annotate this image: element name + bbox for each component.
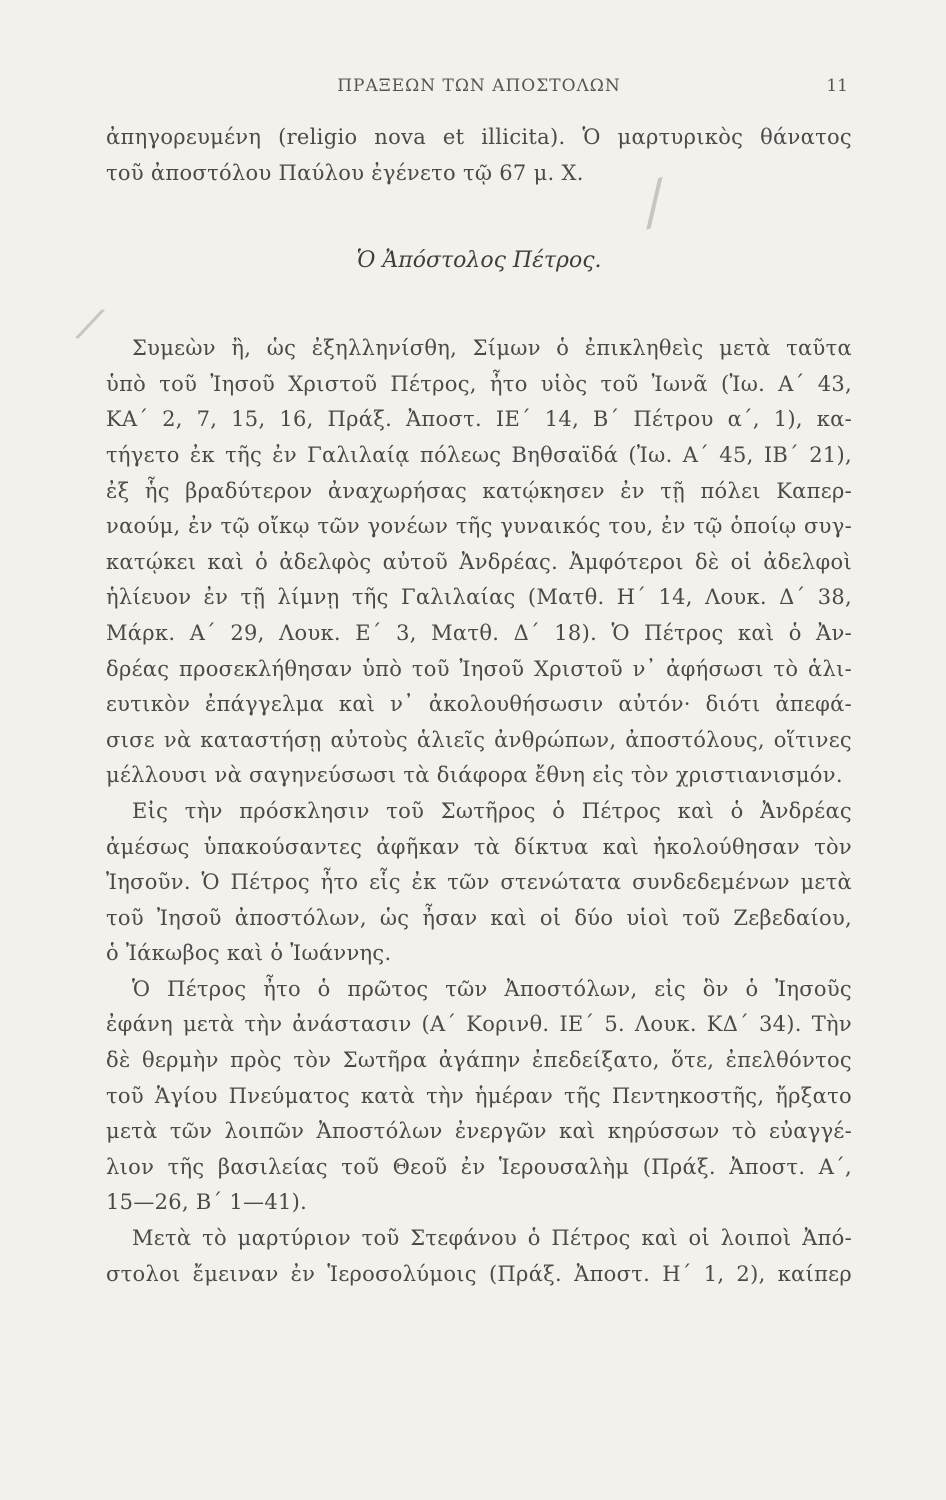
intro-paragraph bbox=[106, 120, 852, 191]
paragraph-1 bbox=[106, 331, 852, 794]
paragraph-4 bbox=[106, 1221, 852, 1292]
text-line: τήγετο ἐκ τῆς ἐν Γαλιλαίᾳ πόλεως Βηθσαϊδά (Ἰω. Α΄ 45, ΙΒ΄ 21), bbox=[106, 442, 852, 467]
page-number: 11 bbox=[826, 76, 848, 96]
pencil-margin-mark: ⁄ bbox=[80, 299, 99, 352]
text-line: τοῦ Ἰησοῦ ἀποστόλων, ὡς ἦσαν καὶ οἱ δύο υἱοὶ τοῦ Ζεβεδαίου, bbox=[106, 905, 852, 930]
text-line: Ἰησοῦν. Ὁ Πέτρος ἦτο εἷς ἐκ τῶν στενώτατα συνδεδεμένων μετὰ bbox=[106, 870, 852, 895]
text-line: δρέας προσεκλήθησαν ὑπὸ τοῦ Ἰησοῦ Χριστοῦ ν᾽ ἀφήσωσι τὸ ἁλι- bbox=[106, 656, 852, 681]
pencil-annotation-mark: ⁄ bbox=[639, 170, 671, 240]
text-line: Μάρκ. Α΄ 29, Λουκ. Ε΄ 3, Ματθ. Δ΄ 18). Ὁ Πέτρος καὶ ὁ Ἀν- bbox=[106, 620, 852, 645]
text-line: Συμεὼν ἢ, ὡς ἐξηλληνίσθη, Σίμων ὁ ἐπικληθεὶς μετὰ ταῦτα bbox=[132, 336, 852, 361]
text-line: λιον τῆς βασιλείας τοῦ Θεοῦ ἐν Ἱερουσαλὴμ (Πράξ. Ἀποστ. Α΄, bbox=[106, 1154, 852, 1179]
text-line: μέλλουσι νὰ σαγηνεύσωσι τὰ διάφορα ἔθνη εἰς τὸν χριστιανισμόν. bbox=[106, 763, 843, 788]
text-line: τοῦ ἀποστόλου Παύλου ἐγένετο τῷ 67 μ. Χ. bbox=[106, 160, 584, 185]
section-title: Ὁ Ἀπόστολος Πέτρος. bbox=[356, 248, 602, 274]
body-text bbox=[106, 120, 852, 1292]
text-line: μετὰ τῶν λοιπῶν Ἀποστόλων ἐνεργῶν καὶ κηρύσσων τὸ εὐαγγέ- bbox=[106, 1119, 852, 1144]
text-line: Ὁ Πέτρος ἦτο ὁ πρῶτος τῶν Ἀποστόλων, εἰς ὃν ὁ Ἰησοῦς bbox=[132, 976, 852, 1001]
text-line: Μετὰ τὸ μαρτύριον τοῦ Στεφάνου ὁ Πέτρος καὶ οἱ λοιποὶ Ἀπό- bbox=[132, 1226, 852, 1251]
text-line: στολοι ἔμειναν ἐν Ἱεροσολύμοις (Πράξ. Ἀποστ. Η΄ 1, 2), καίπερ bbox=[106, 1261, 852, 1286]
text-line: κατῴκει καὶ ὁ ἀδελφὸς αὐτοῦ Ἀνδρέας. Ἀμφότεροι δὲ οἱ ἀδελφοὶ bbox=[106, 549, 852, 574]
paragraph-2 bbox=[106, 794, 852, 972]
text-line: 15—26, Β΄ 1—41). bbox=[106, 1190, 308, 1215]
paragraph-3 bbox=[106, 972, 852, 1221]
text-line: ἀπηγορευμένη (religio nova et illicita). Ὁ μαρτυρικὸς θάνατος bbox=[106, 125, 852, 149]
text-line: ἀμέσως ὑπακούσαντες ἀφῆκαν τὰ δίκτυα καὶ ἠκολούθησαν τὸν bbox=[106, 834, 852, 859]
text-line: ΚΑ΄ 2, 7, 15, 16, Πράξ. Ἀποστ. ΙΕ΄ 14, Β΄ Πέτρου α΄, 1), κα- bbox=[106, 407, 852, 432]
running-head bbox=[106, 76, 852, 106]
text-line: Εἰς τὴν πρόσκλησιν τοῦ Σωτῆρος ὁ Πέτρος καὶ ὁ Ἀνδρέας bbox=[132, 798, 852, 823]
text-line: δὲ θερμὴν πρὸς τὸν Σωτῆρα ἀγάπην ἐπεδείξατο, ὅτε, ἐπελθόντος bbox=[106, 1048, 852, 1073]
text-line: τοῦ Ἁγίου Πνεύματος κατὰ τὴν ἡμέραν τῆς Πεντηκοστῆς, ἤρξατο bbox=[106, 1083, 852, 1108]
running-title: ΠΡΑΞΕΩΝ ΤΩΝ ΑΠΟΣΤΟΛΩΝ bbox=[337, 76, 621, 96]
text-line: ἐξ ἧς βραδύτερον ἀναχωρήσας κατῴκησεν ἐν τῇ πόλει Καπερ- bbox=[106, 478, 852, 503]
text-line: ὑπὸ τοῦ Ἰησοῦ Χριστοῦ Πέτρος, ἦτο υἱὸς τοῦ Ἰωνᾶ (Ἰω. Α΄ 43, bbox=[106, 371, 852, 396]
text-line: ἐφάνη μετὰ τὴν ἀνάστασιν (Α΄ Κορινθ. ΙΕ΄ 5. Λουκ. ΚΔ΄ 34). Τὴν bbox=[106, 1012, 852, 1037]
text-line: σισε νὰ καταστήσῃ αὐτοὺς ἁλιεῖς ἀνθρώπων, ἀποστόλους, οἵτινες bbox=[106, 727, 852, 752]
text-line: ευτικὸν ἐπάγγελμα καὶ ν᾽ ἀκολουθήσωσιν αὐτόν· διότι ἀπεφά- bbox=[106, 692, 852, 717]
text-line: ὁ Ἰάκωβος καὶ ὁ Ἰωάννης. bbox=[106, 941, 392, 966]
text-line: ἡλίευον ἐν τῇ λίμνῃ τῆς Γαλιλαίας (Ματθ. Η΄ 14, Λουκ. Δ΄ 38, bbox=[106, 585, 852, 610]
text-line: ναούμ, ἐν τῷ οἴκῳ τῶν γονέων τῆς γυναικός του, ἐν τῷ ὁποίῳ συγ- bbox=[106, 514, 852, 539]
